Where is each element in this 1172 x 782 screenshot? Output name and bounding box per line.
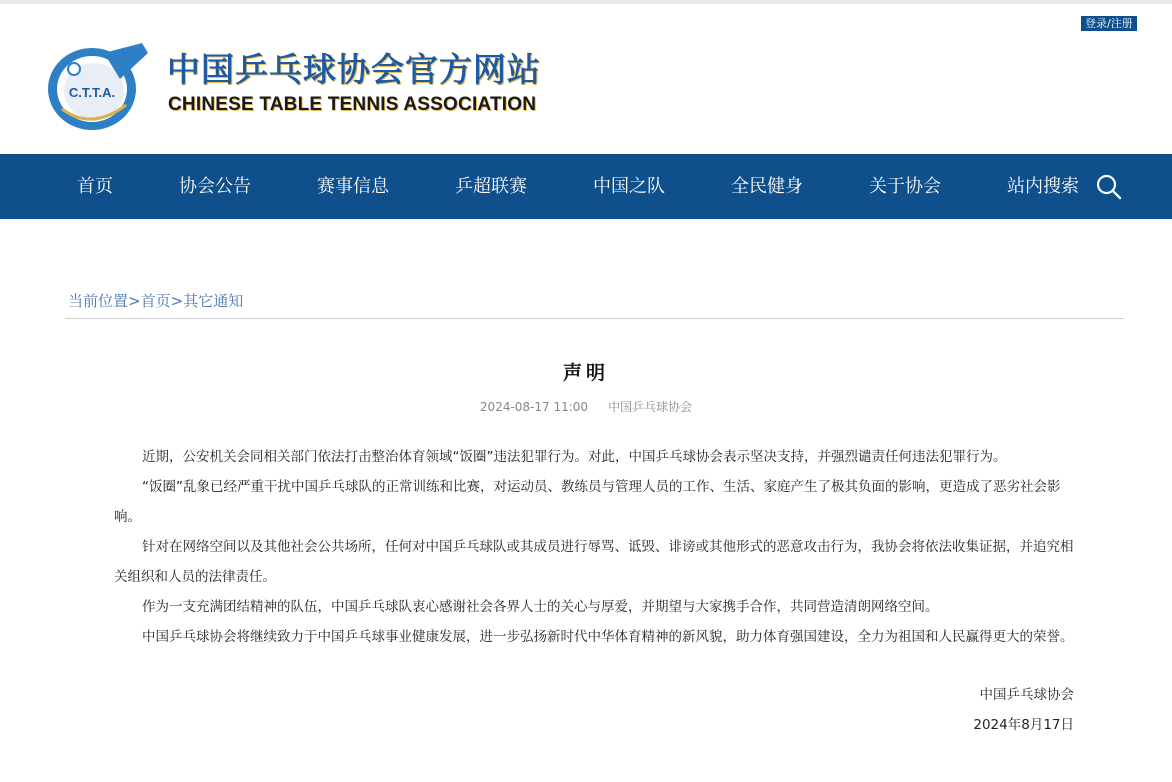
login-register-link[interactable]: 登录/注册 — [1081, 16, 1137, 31]
breadcrumb-home-link[interactable]: 首页 — [140, 292, 171, 310]
article-paragraph: 针对在网络空间以及其他社会公共场所，任何对中国乒乓球队或其成员进行辱骂、诋毁、诽谤或其他形式的恶意攻击行为，我协会将依法收集证据，并追究相关组织和人员的法律责任。 — [114, 539, 1074, 585]
article-source: 中国乒乓球协会 — [608, 400, 693, 414]
breadcrumb-category-link[interactable]: 其它通知 — [183, 292, 244, 310]
site-title-english: CHINESE TABLE TENNIS ASSOCIATION — [168, 94, 537, 115]
breadcrumb-separator: > — [128, 292, 141, 310]
site-title-chinese: 中国乒乓球协会官方网站 — [167, 50, 541, 89]
signature-date: 2024年8月17日 — [973, 717, 1074, 733]
article-paragraph: 作为一支充满团结精神的队伍，中国乒乓球队衷心感谢社会各界人士的关心与厚爱，并期望与大家携手合作，共同营造清朗网络空间。 — [142, 599, 939, 615]
nav-item-national-team[interactable]: 中国之队 — [593, 176, 665, 197]
site-header — [0, 4, 1172, 154]
article-title: 声明 — [562, 362, 609, 384]
breadcrumb — [68, 291, 243, 311]
article-paragraph: 近期，公安机关会同相关部门依法打击整治体育领域“饭圈”违法犯罪行为。对此，中国乒乓球协会表示坚决支持，并强烈谴责任何违法犯罪行为。 — [142, 449, 1007, 465]
nav-item-fitness[interactable]: 全民健身 — [731, 176, 803, 197]
signature-organization: 中国乒乓球协会 — [979, 687, 1074, 703]
breadcrumb-prefix: 当前位置 — [68, 292, 129, 310]
nav-item-super-league[interactable]: 乒超联赛 — [455, 176, 527, 197]
article-date: 2024-08-17 11:00 — [479, 400, 589, 414]
nav-item-events[interactable]: 赛事信息 — [317, 176, 389, 197]
svg-text:C.T.T.A.: C.T.T.A. — [68, 85, 116, 100]
nav-item-about[interactable]: 关于协会 — [869, 176, 941, 197]
breadcrumb-divider — [65, 318, 1124, 319]
ctta-logo-icon[interactable] — [44, 39, 150, 131]
nav-item-site-search[interactable]: 站内搜索 — [1007, 176, 1079, 197]
article-body — [114, 442, 1074, 652]
search-icon[interactable] — [1095, 173, 1123, 201]
article-meta — [0, 399, 1172, 415]
main-navigation — [0, 154, 1172, 219]
nav-item-announcements[interactable]: 协会公告 — [179, 176, 251, 197]
breadcrumb-separator: > — [170, 292, 184, 310]
article-paragraph: “饭圈”乱象已经严重干扰中国乒乓球队的正常训练和比赛，对运动员、教练员与管理人员的工作、生活、家庭产生了极其负面的影响，更造成了恶劣社会影响。 — [114, 479, 1061, 525]
article-paragraph: 中国乒乓球协会将继续致力于中国乒乓球事业健康发展，进一步弘扬新时代中华体育精神的新风貌，助力体育强国建设，全力为祖国和人民赢得更大的荣誉。 — [142, 629, 1074, 645]
nav-item-home[interactable]: 首页 — [77, 176, 113, 197]
